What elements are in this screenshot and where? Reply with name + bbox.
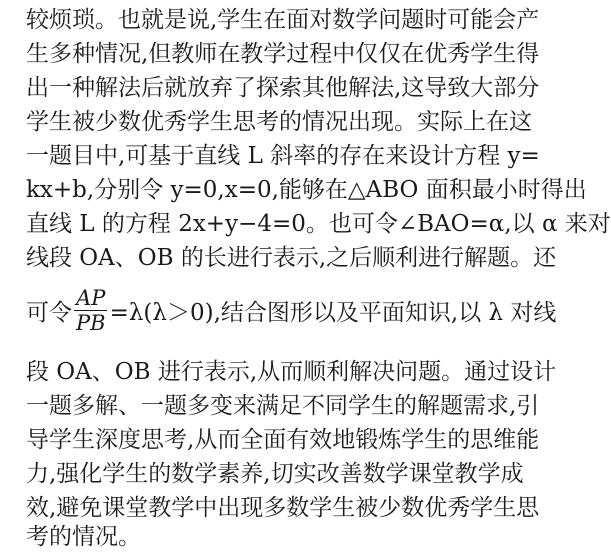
paragraph-line: 线段 OA、OB 的长进行表示,之后顺利进行解题。还: [26, 245, 557, 271]
fraction: [74, 286, 108, 335]
paragraph-line: 效,避免课堂教学中出现多数学生被少数优秀学生思: [26, 495, 540, 521]
paragraph-line: 导学生深度思考,从而全面有效地锻炼学生的思维能: [26, 427, 540, 453]
paragraph-line: 直线 L 的方程 2x+y−4=0。也可令∠BAO=α,以 α 来对: [26, 211, 611, 237]
paragraph-line: 考的情况。: [26, 524, 141, 550]
paragraph-line: 出一种解法后就放弃了探索其他解法,这导致大部分: [26, 75, 540, 101]
paragraph-line: 段 OA、OB 进行表示,从而顺利解决问题。通过设计: [26, 359, 557, 385]
fraction-denominator: PB: [76, 310, 106, 335]
paragraph-line: 力,强化学生的数学素养,切实改善数学课堂教学成: [26, 461, 524, 487]
paragraph-line: 一题目中,可基于直线 L 斜率的存在来设计方程 y=: [26, 143, 540, 169]
paragraph-line: 较烦琐。也就是说,学生在面对数学问题时可能会产: [26, 7, 540, 33]
paragraph-line: 学生被少数优秀学生思考的情况出现。实际上在这: [26, 109, 532, 135]
fraction-line-suffix: =λ(λ＞0),结合图形以及平面知识,以 λ 对线: [109, 299, 557, 326]
paragraph-line: 生多种情况,但教师在教学过程中仅仅在优秀学生得: [26, 41, 540, 67]
fraction-line-prefix: 可令: [26, 299, 72, 326]
fraction-numerator: AP: [76, 285, 106, 310]
fraction-line: [26, 278, 557, 342]
paragraph-line: kx+b,分别令 y=0,x=0,能够在△ABO 面积最小时得出: [26, 177, 587, 203]
paragraph-line: 一题多解、一题多变来满足不同学生的解题需求,引: [26, 393, 540, 419]
